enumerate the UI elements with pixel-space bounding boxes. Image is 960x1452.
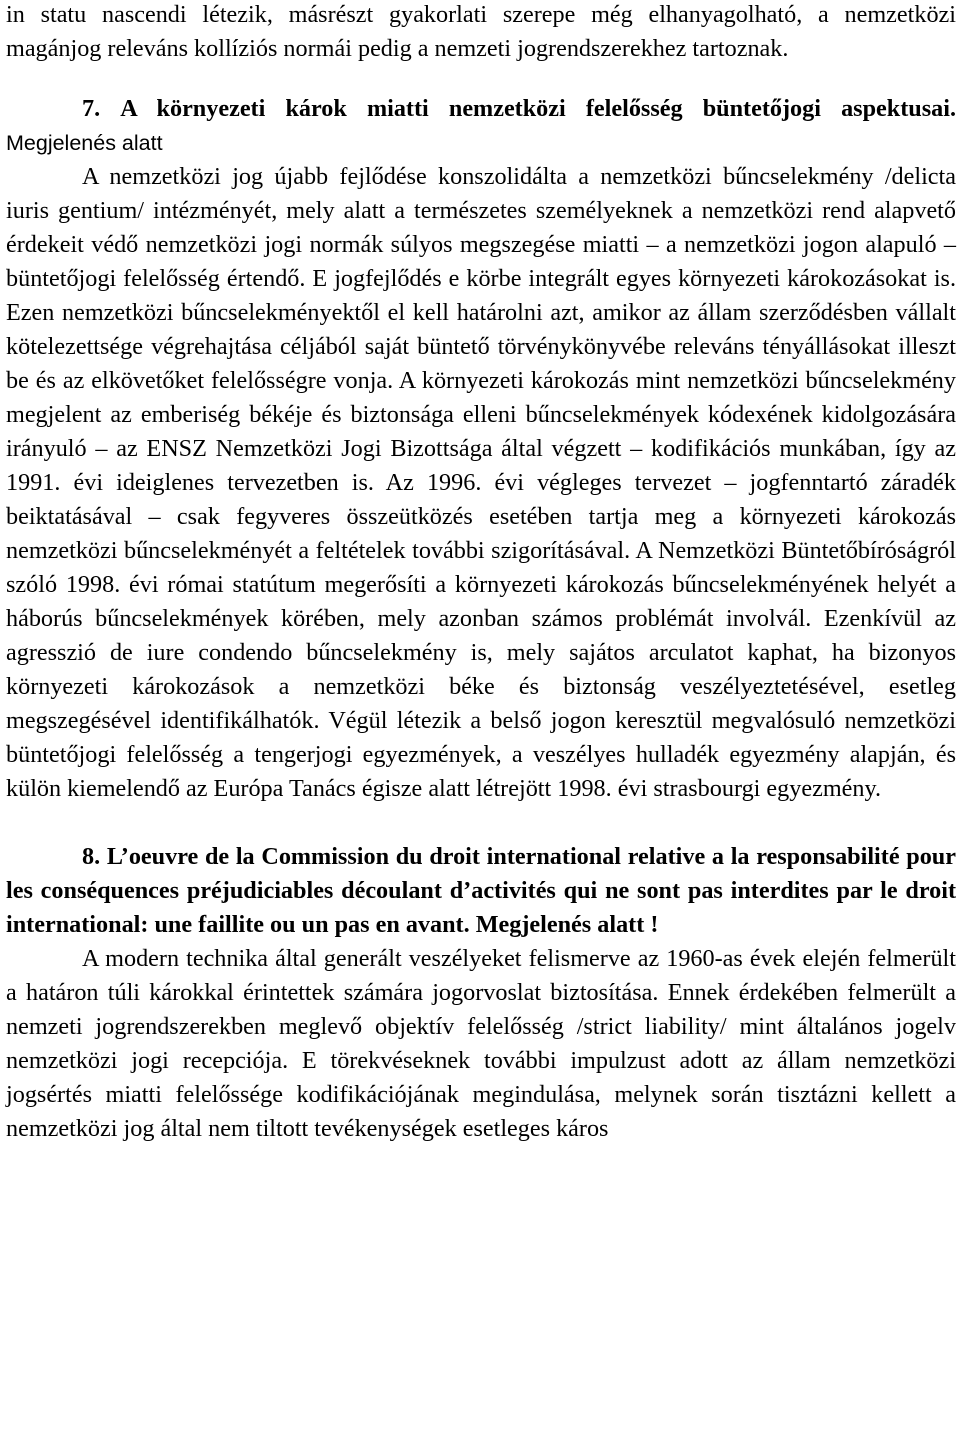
section-8-number: 8. — [82, 843, 101, 870]
section-8-title: L’oeuvre de la Commission du droit international relative a la responsabilité pour les conséquences préjudiciables découlant d’activités qui ne sont pas interdites par le droit international: une faillite ou un pas en avant. — [6, 843, 956, 938]
section-7-heading — [6, 92, 956, 160]
section-8-paragraph — [6, 942, 956, 1146]
document-page — [6, 0, 956, 1146]
section-8-heading — [6, 840, 956, 942]
section-7-title: A környezeti károk miatti nemzetközi felelősség büntetőjogi aspektusai. — [120, 95, 956, 122]
section-7-text-3: Ezenkívül az agresszió de iure condendo bűncselekmény is, mely sajátos arculatot kaphat, ha bizonyos környezeti károkozások a nemzetközi béke és biztonság veszélyeztetésével, esetleg megszegésével identifikálhatók. Végül létezik a belső jogon keresztül megvalósuló nemzetközi büntetőjogi felelősség a tengerjogi egyezmények, a veszélyes hulladék egyezmény alapján, és külön kiemelendő az Európa Tanács égisze alatt létrejött 1998. évi strasbourgi egyezmény. — [6, 605, 956, 802]
section-7-status: Megjelenés alatt — [6, 131, 163, 155]
section-8-status: Megjelenés alatt ! — [475, 911, 659, 938]
section-7-paragraph — [6, 160, 956, 806]
section-8-text-1: A modern technika által generált veszélyeket felismerve az 1960-as évek elején felmerült a határon túli károkkal érintettek számára jogorvoslat biztosítása. Ennek érdekében felmerült a nemzeti jogrendszerekben meglevő objektív felelősség /strict liability/ mint általános jogelv nemzetközi jogi recepciója. E törekvéseknek további impulzust adott az állam nemzetközi jogsértés miatti felelőssége kodifikációjának megindulása, melynek során tisztázni kellett a nemzetközi jog által nem tiltott tevékenységek esetleges káros — [6, 945, 956, 1142]
section-7-number: 7. — [82, 95, 101, 122]
intro-text: in statu nascendi létezik, másrészt gyakorlati szerepe még elhanyagolható, a nemzetközi magánjog releváns kollíziós normái pedig a nemzeti jogrendszerekhez tartoznak. — [6, 1, 956, 62]
section-7-text-2: Ezen nemzetközi bűncselekményektől el kell határolni azt, amikor az állam szerződésben vállalt kötelezettsége végrehajtása céljából saját büntető törvénykönyvébe releváns tényállásokat illeszt be és az elkövetőket felelősségre vonja. A környezeti károkozás mint nemzetközi bűncselekmény megjelent az emberiség békéje és biztonsága elleni bűncselekmények kódexének kidolgozására irányuló – az ENSZ Nemzetközi Jogi Bizottsága által végzett – kodifikációs munkában, így az 1991. évi ideiglenes tervezetben is. Az 1996. évi végleges tervezet – jogfenntartó záradék beiktatásával – csak fegyveres összeütközés esetében tartja meg a környezeti károkozás nemzetközi bűncselekményét a feltételek további szigorításával. A Nemzetközi Büntetőbíróságról szóló 1998. évi római statútum megerősíti a környezeti károkozás bűncselekményének helyét a háborús bűncselekmények körében, mely azonban számos problémát involvál. — [6, 299, 956, 632]
section-7-text-1: A nemzetközi jog újabb fejlődése konszolidálta a nemzetközi bűncselekmény /delicta iuris gentium/ intézményét, mely alatt a természetes személyeknek a nemzetközi rend alapvető érdekeit védő nemzetközi jogi normák súlyos megszegése miatti – a nemzetközi jogon alapuló – büntetőjogi felelősség értendő. E jogfejlődés e körbe integrált egyes környezeti károkozásokat is. — [6, 163, 956, 292]
intro-paragraph — [6, 0, 956, 66]
